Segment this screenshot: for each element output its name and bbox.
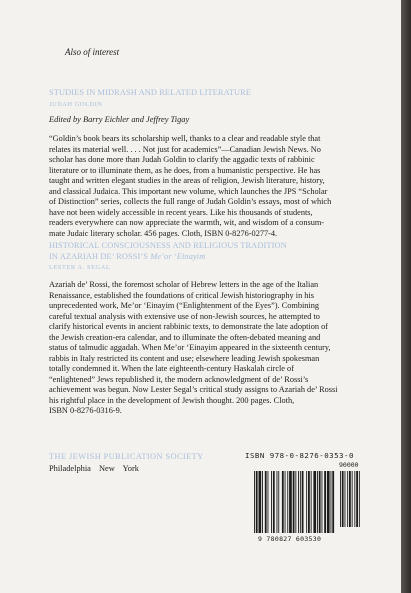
book1-line: literature or to illuminate them, as he does, from a humanistic perspective. He has [49,165,321,175]
book2-title-line2 [49,252,205,261]
book2-title-roman: IN AZARIAH DE’ ROSSI’S [49,252,149,261]
book1-line: scholar has done more than Judah Goldin to clarify the aggadic texts of rabbinic [49,155,315,164]
book2-line: Renaissance, established the foundations of critical Jewish historiography in his [49,290,314,300]
book2-line: “enlightened” Jews republished it, the modern acknowledgment of de’ Rossi’s [49,374,309,384]
also-of-interest-label: Also of interest [65,47,120,57]
book2-line: his rightful place in the development of Jewish thought. 200 pages. Cloth, [49,395,295,405]
city-philadelphia: Philadelphia [49,464,91,473]
book2-line: unprecedented work, Me’or ‘Einayim (“Enlightenment of the Eyes”). Combining [49,301,320,310]
book1-line: of Distinction” series, collects the full range of Judah Goldin’s essays, most of which [49,197,332,206]
book1-line: “Goldin’s book bears its scholarship well, thanks to a clear and readable style that [49,134,321,143]
book2-title-italic: Me’or ‘Einayim [150,252,206,261]
book1-line: relates its material well. . . . Not just for academics”—Canadian Jewish News. No [49,144,321,154]
book2-description [49,280,367,417]
book1-editors: Edited by Barry Eichler and Jeffrey Tigay [49,115,190,124]
price-code: 90000 [339,461,359,469]
book1-line: and classical Judaica. This important new volume, which launches the JPS “Scholar [49,186,328,196]
book2-line: status of talmudic aggadah. When Me’or ‘Einayim appeared in the sixteenth century, [49,343,331,352]
book1-description [49,134,367,239]
book-spine-edge [401,0,411,593]
barcode-bars-graphic [244,461,364,535]
book2-line: careful textual analysis with extensive use of non-Jewish sources, he attempted to [49,311,320,321]
ean-digits: 9 780827 603530 [258,535,322,543]
book2-title-line1: HISTORICAL CONSCIOUSNESS AND RELIGIOUS TRADITION [49,241,287,250]
book2-line: clarify historical events in ancient rabbinic texts, to demonstrate the late adoption of [49,322,329,331]
book1-author: JUDAH GOLDIN [49,101,103,108]
city-new-york: New York [98,464,139,473]
book2-line: totally condemned it. When the late eighteenth-century Haskalah circle of [49,364,294,373]
book2-line: ISBN 0-8276-0316-9. [49,406,122,415]
book2-line: achievement was begun. Now Lester Segal’s critical study assigns to Azariah de’ Rossi [49,385,338,394]
book1-title: STUDIES IN MIDRASH AND RELATED LITERATURE [49,88,252,97]
book1-line: readers everywhere can now appreciate the warmth, wit, and wisdom of a consum- [49,218,325,227]
book2-line: the Jewish creation-era calendar, and to illuminate the often-debated meaning and [49,332,321,342]
book2-line: Azariah de’ Rossi, the foremost scholar of Hebrew letters in the age of the Italian [49,280,319,289]
book1-line: taught and written elegant studies in the areas of religion, Jewish literature, history, [49,176,325,185]
book1-line: mate Judaic literary scholar. 456 pages. Cloth, ISBN 0-8276-0277-4. [49,228,278,238]
book1-line: have not been widely accessible in recent years. Like his thousands of students, [49,207,313,217]
publisher-name: THE JEWISH PUBLICATION SOCIETY [49,452,204,461]
book2-author: LESTER A. SEGAL [49,264,111,271]
barcode [244,461,364,545]
book2-line: rabbis in Italy restricted its content and use; elsewhere leading Jewish spokesman [49,353,320,363]
publisher-cities [49,464,139,473]
isbn-label: ISBN 978-0-8276-0353-0 [245,451,354,460]
